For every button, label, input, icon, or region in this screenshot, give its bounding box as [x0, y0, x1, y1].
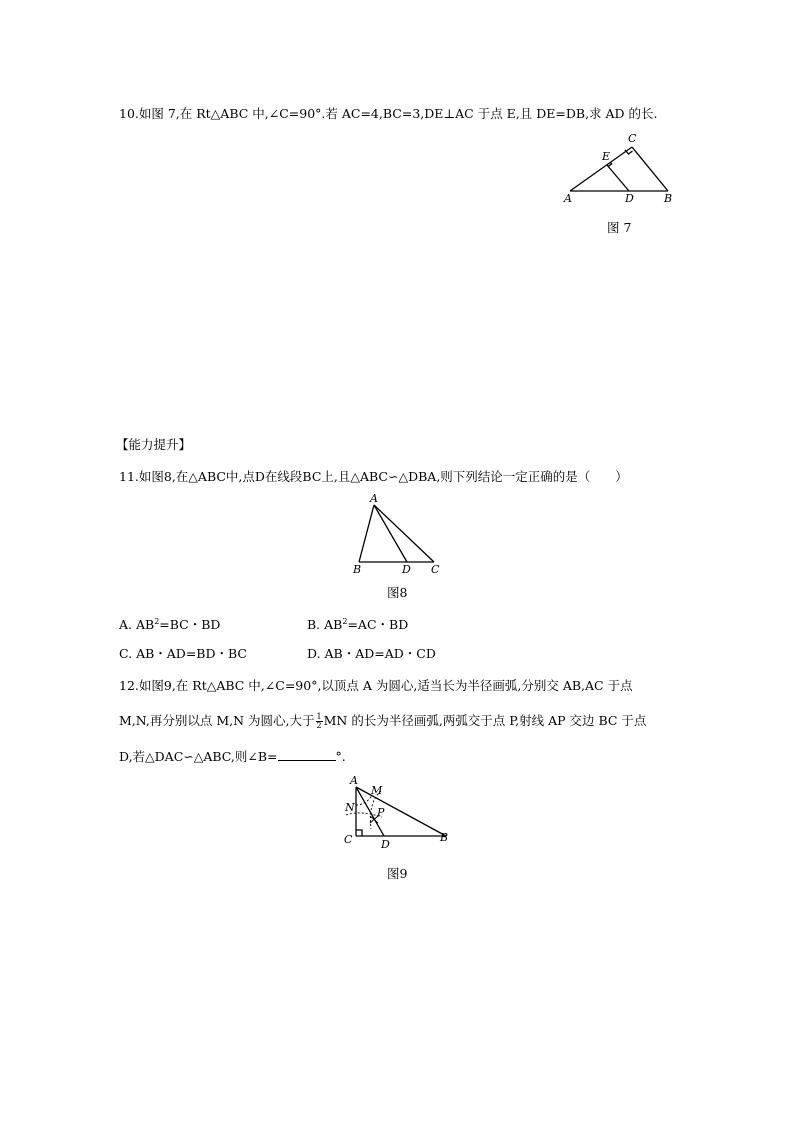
option-b-lead: B. AB	[307, 617, 343, 632]
figure-9-caption: 图9	[387, 866, 408, 881]
label-d: D	[625, 192, 634, 205]
question-10-text: 10.如图 7,在 Rt△ABC 中,∠C=90°.若 AC=4,BC=3,DE⊥AC 于点 E,且 DE=DB,求 AD 的长.	[119, 106, 658, 121]
option-c[interactable]: C. AB・AD=BD・BC	[119, 646, 247, 661]
option-b[interactable]	[307, 614, 408, 633]
option-b-exponent: 2	[342, 617, 348, 626]
fraction-denominator: 2	[316, 721, 322, 730]
figure-9-diagram	[338, 774, 458, 854]
question-12-line-2	[119, 713, 646, 730]
question-12-line-3-lead: D,若△DAC∽△ABC,则∠B=	[119, 749, 278, 764]
figure-8-diagram	[348, 490, 448, 576]
question-11-text: 11.如图8,在△ABC中,点D在线段BC上,且△ABC∽△DBA,则下列结论一定正确的是（ ）	[119, 469, 628, 484]
option-d[interactable]: D. AB・AD=AD・CD	[307, 646, 436, 661]
label-e: E	[602, 150, 611, 163]
question-12-line-2-tail: MN 的长为半径画弧,两弧交于点 P,射线 AP 交边 BC 于点	[323, 713, 647, 728]
label-b: B	[664, 192, 673, 205]
label-n: N	[345, 801, 355, 814]
answer-blank[interactable]	[278, 749, 336, 761]
label-p: P	[377, 806, 385, 819]
label-c: C	[628, 132, 637, 145]
fraction-one-half	[316, 713, 323, 730]
label-a: A	[350, 774, 358, 787]
label-c: C	[431, 563, 440, 576]
option-a-exponent: 2	[154, 617, 160, 626]
label-b: B	[353, 563, 362, 576]
figure-7-diagram	[560, 130, 680, 206]
option-b-tail: =AC・BD	[347, 617, 409, 632]
figure-8-caption: 图8	[387, 585, 408, 600]
label-m: M	[371, 784, 383, 797]
label-d: D	[402, 563, 411, 576]
section-title: 【能力提升】	[116, 437, 192, 452]
question-12-line-2-lead: M,N,再分别以点 M,N 为圆心,大于	[119, 713, 315, 728]
label-d: D	[381, 838, 390, 851]
option-a-tail: =BC・BD	[159, 617, 221, 632]
label-a: A	[564, 192, 572, 205]
label-a: A	[370, 492, 378, 505]
fraction-numerator: 1	[316, 712, 322, 721]
figure-7-caption: 图 7	[607, 220, 632, 235]
option-a-lead: A. AB	[119, 617, 155, 632]
question-12-line-3	[119, 749, 346, 765]
label-c: C	[344, 833, 353, 846]
question-12-line-1: 12.如图9,在 Rt△ABC 中,∠C=90°,以顶点 A 为圆心,适当长为半径画弧,分别交 AB,AC 于点	[119, 678, 633, 693]
option-a[interactable]	[119, 614, 220, 633]
label-b: B	[440, 831, 449, 844]
question-12-line-3-tail: °.	[335, 749, 346, 764]
